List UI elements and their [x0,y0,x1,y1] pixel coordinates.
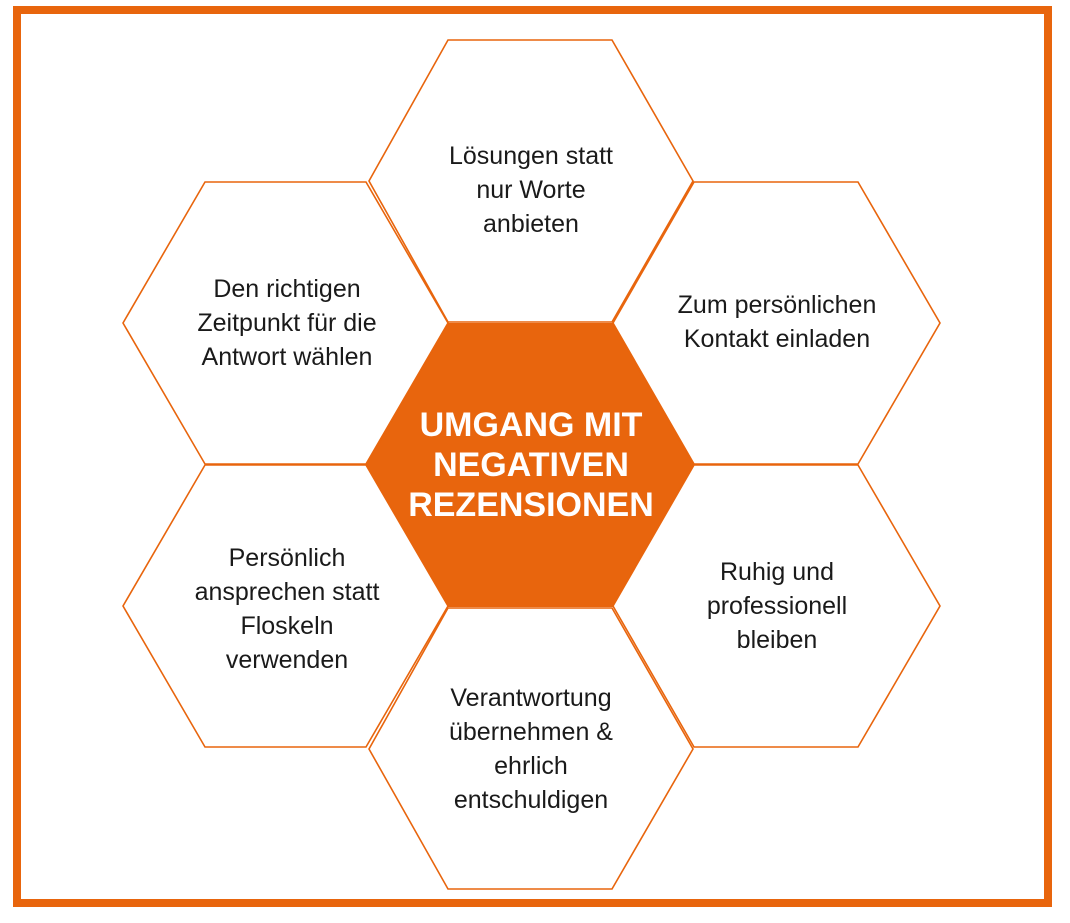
center-title: UMGANG MIT NEGATIVEN REZENSIONEN [408,406,654,524]
petal-label-bottom: Verantwortung übernehmen & ehrlich entschuldigen [448,684,613,814]
petal-label-lower-left: Persönlich ansprechen statt Floskeln verwenden [194,544,380,674]
petal-label-upper-right: Zum persönlichen Kontakt einladen [677,291,877,353]
petal-label-upper-left: Den richtigen Zeitpunkt für die Antwort wählen [197,275,377,371]
petal-label-lower-right: Ruhig und professionell bleiben [706,558,848,654]
petal-label-top: Lösungen statt nur Worte anbieten [448,142,613,238]
